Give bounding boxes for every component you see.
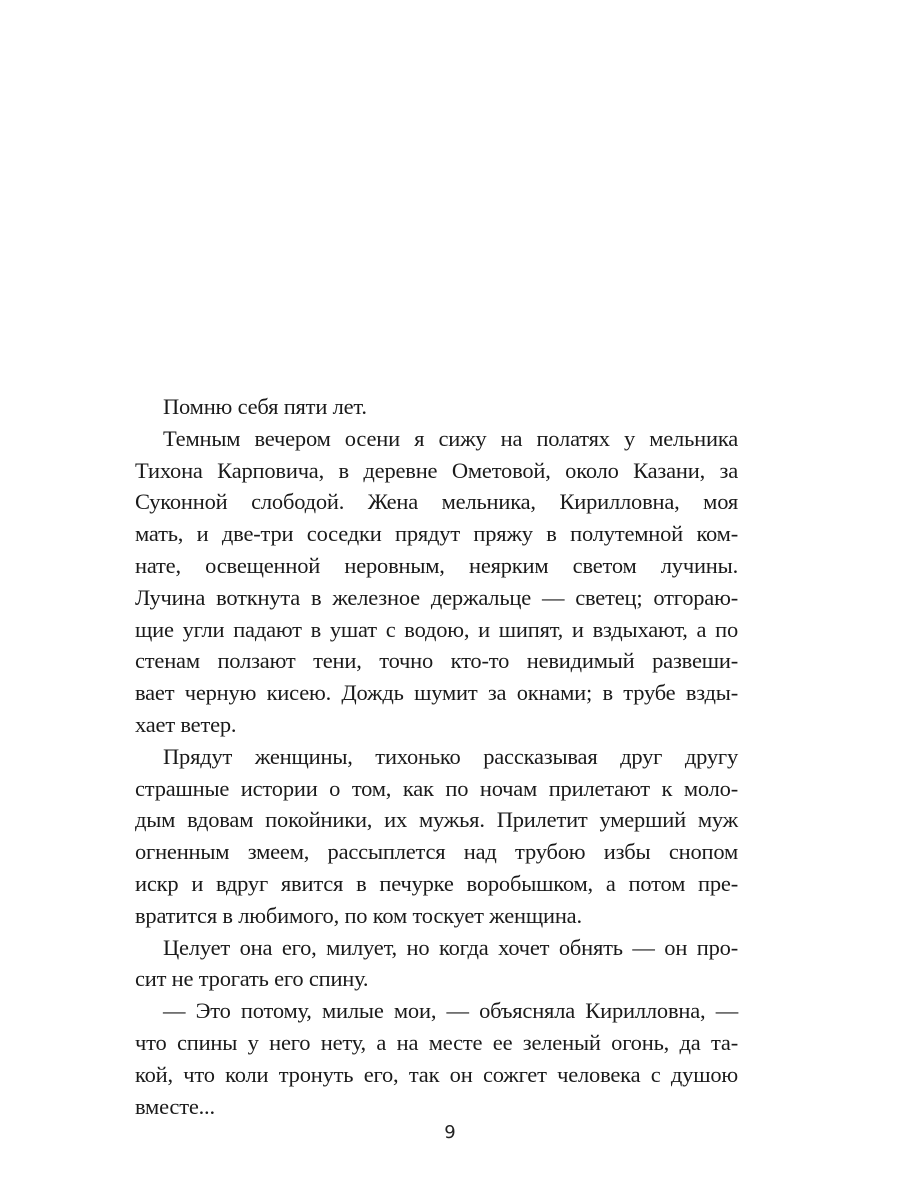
text-line: Лучина воткнута в железное держальце — светец; отгораю- [135, 584, 738, 610]
text-line: нате, освещенной неровным, неярким светом лучины. [135, 552, 738, 578]
text-line: Темным вечером осени я сижу на полатях у мельника [163, 425, 738, 451]
text-line: Целует она его, милует, но когда хочет обнять — он про- [163, 934, 738, 960]
page-number: 9 [444, 1122, 456, 1143]
text-line: сит не трогать его спину. [135, 966, 369, 992]
text-line: вает черную кисею. Дождь шумит за окнами; в трубе взды- [135, 680, 738, 706]
text-line: — Это потому, милые мои, — объясняла Кирилловна, — [163, 998, 738, 1024]
text-line: хает ветер. [135, 711, 237, 737]
text-line: Тихона Карповича, в деревне Ометовой, около Казани, за [135, 457, 738, 483]
text-line: огненным змеем, рассыплется над трубою избы снопом [135, 839, 738, 865]
text-line: Прядут женщины, тихонько рассказывая друг другу [163, 743, 738, 769]
text-line: мать, и две-три соседки прядут пряжу в полутемной ком- [135, 521, 738, 547]
text-line: вратится в любимого, по ком тоскует женщина. [135, 902, 582, 928]
text-line: страшные истории о том, как по ночам прилетают к моло- [135, 775, 738, 801]
text-line: Суконной слободой. Жена мельника, Кирилловна, моя [135, 489, 738, 515]
text-line: щие угли падают в ушат с водою, и шипят, и вздыхают, а по [135, 616, 738, 642]
page-body-text [135, 391, 738, 1122]
text-line: что спины у него нету, а на месте ее зеленый огонь, да та- [135, 1029, 738, 1055]
text-line: Помню себя пяти лет. [163, 394, 367, 419]
text-line: кой, что коли тронуть его, так он сожгет человека с душою [135, 1061, 738, 1087]
text-line: искр и вдруг явится в печурке воробышком, а потом пре- [135, 870, 738, 896]
text-line: дым вдовам покойники, их мужья. Прилетит умерший муж [135, 807, 738, 833]
text-line: вместе... [135, 1093, 215, 1119]
text-line: стенам ползают тени, точно кто-то невидимый развеши- [135, 648, 738, 674]
